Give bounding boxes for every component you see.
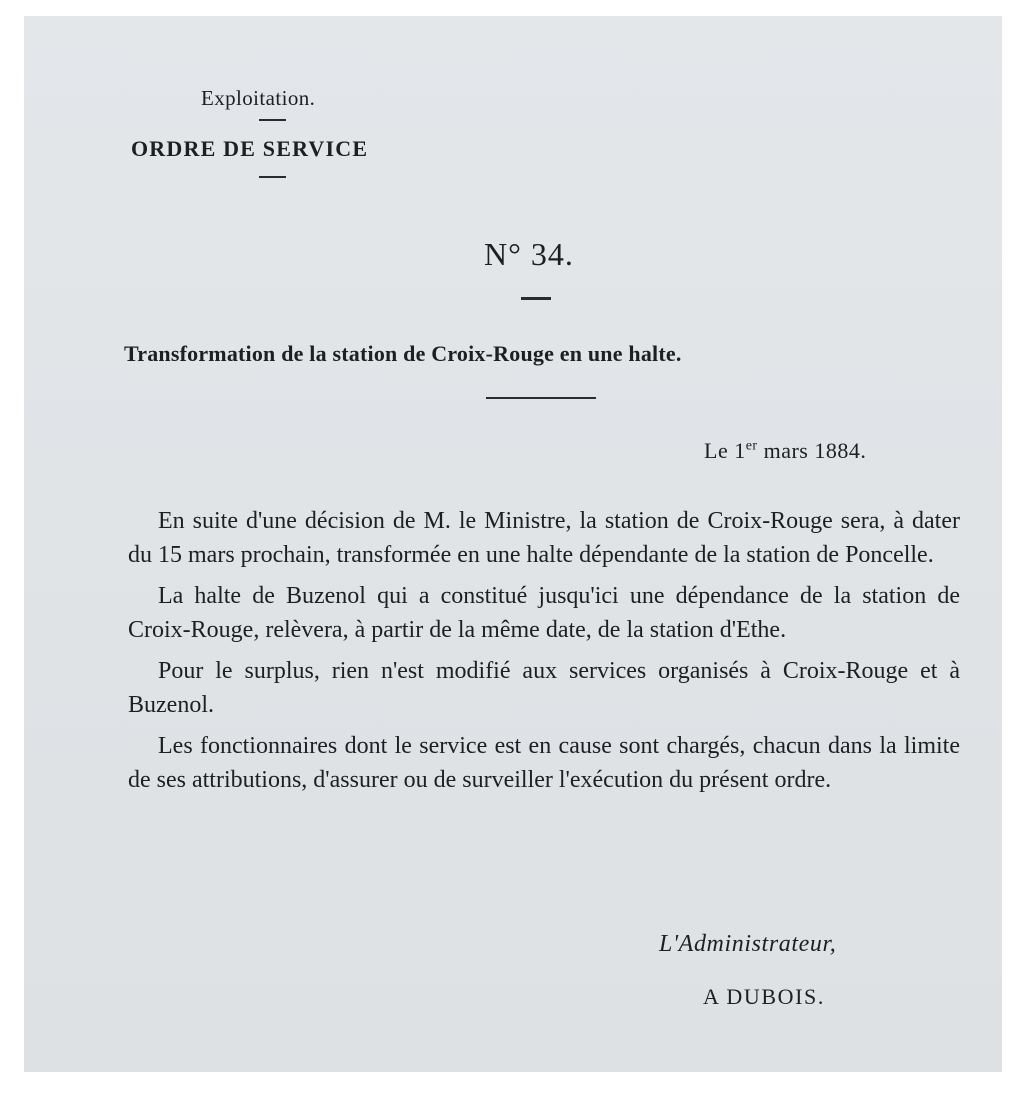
order-subject: Transformation de la station de Croix-Rouge en une halte. [124,341,682,366]
date-superscript: er [745,438,758,454]
order-number: N° 34. [484,236,574,272]
paragraph: En suite d'une décision de M. le Ministre, la station de Croix-Rouge sera, à dater du 15 mars prochain, transformée en une halte dépendante de la station de Poncelle. [128,508,960,568]
paragraph: Les fonctionnaires dont le service est en cause sont chargés, chacun dans la limite de ses attributions, d'assurer ou de surveiller l'exécution du présent ordre. [128,733,960,793]
document-page [24,16,1002,1072]
paragraph: La halte de Buzenol qui a constitué jusqu'ici une dépendance de la station de Croix-Rouge, relèvera, à partir de la même date, de la station d'Ethe. [128,583,960,643]
date-prefix: Le 1 [704,438,746,463]
order-body [128,504,960,804]
paragraph: Pour le surplus, rien n'est modifié aux services organisés à Croix-Rouge et à Buzenol. [128,658,960,718]
date-rest: mars 1884. [757,438,867,463]
signatory-role: L'Administrateur, [659,931,837,957]
separator-dash [259,119,286,121]
department-label: Exploitation. [201,86,316,110]
separator-rule [486,397,596,399]
order-title: ORDRE DE SERVICE [131,136,369,161]
signatory-name: A DUBOIS. [703,984,825,1009]
order-date [704,438,866,464]
separator-dash [521,297,551,300]
separator-dash [259,176,286,178]
